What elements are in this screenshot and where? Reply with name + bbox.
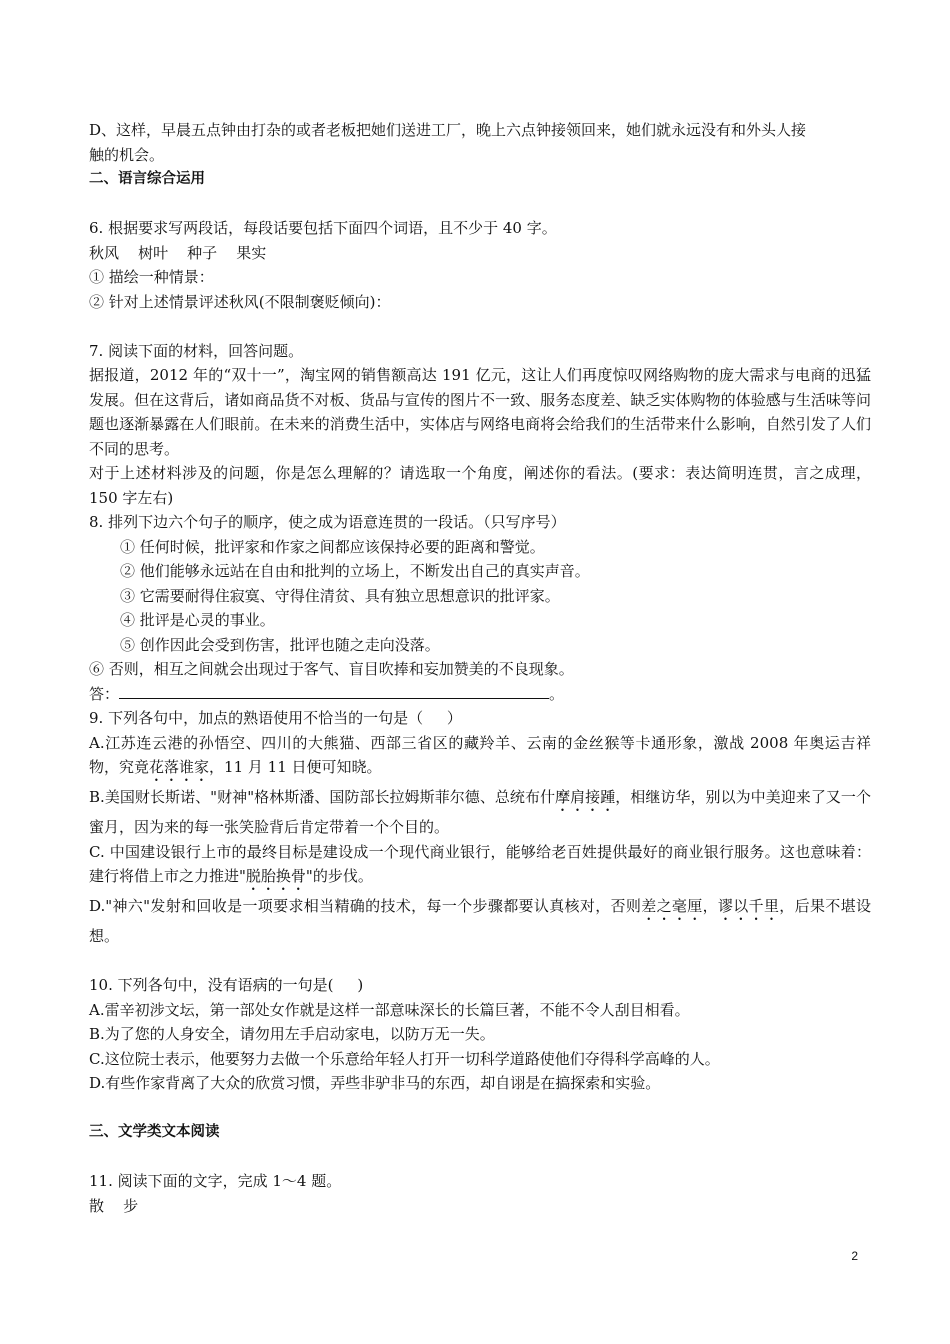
dotted-idiom: 差之毫厘，谬以千里 [641, 897, 780, 915]
q10-option-d: D.有些作家背离了大众的欣赏习惯，弄些非驴非马的东西，却自诩是在搞探索和实验。 [89, 1074, 661, 1092]
q8-sentence-4: ④ 批评是心灵的事业。 [120, 611, 275, 629]
q10-option-b: B.为了您的人身安全，请勿用左手启动家电，以防万无一失。 [89, 1025, 495, 1043]
q9-stem: 9. 下列各句中，加点的熟语使用不恰当的一句是（ ） [89, 709, 462, 727]
q10-option-c: C.这位院士表示，他要努力去做一个乐意给年轻人打开一切科学道路使他们夺得科学高峰的人。 [89, 1049, 720, 1068]
section-2-title: 二、语言综合运用 [89, 171, 205, 187]
q8-sentence-6: ⑥ 否则，相互之间就会出现过于客气、盲目吹捧和妄加赞美的不良现象。 [89, 660, 574, 678]
section-3-title: 三、文学类文本阅读 [89, 1124, 220, 1140]
q9-option-b: B.美国财长斯诺、"财神"格林斯潘、国防部长拉姆斯菲尔德、总统布什摩肩接踵，相继访华，别以为中美迎来了又一个蜜月，因为来的每一张笑脸背后肯定带着一个个目的。 [89, 788, 871, 836]
q5d-line1: D、这样，早晨五点钟由打杂的或者老板把她们送进工厂，晚上六点钟接领回来，她们就永远没有和外头人接 [89, 121, 807, 139]
document-page [89, 118, 871, 1218]
q8-answer-line: 答： 。 [89, 684, 565, 703]
q8-stem: 8. 排列下边六个句子的顺序，使之成为语意连贯的一段话。（只写序号） [89, 513, 566, 531]
q9-option-a: A.江苏连云港的孙悟空、四川的大熊猫、西部三省区的藏羚羊、云南的金丝猴等卡通形象，激战 2008 年奥运吉祥物，究竟花落谁家，11 月 11 日便可知晓。 [89, 733, 871, 776]
q8-answer-label: 答： [89, 684, 120, 703]
q7-prompt: 对于上述材料涉及的问题，你是怎么理解的？请选取一个角度，阐述你的看法。(要求：表达简明连贯，言之成理，150 字左右) [89, 464, 871, 507]
q10-option-a: A.雷辛初涉文坛，第一部处女作就是这样一部意味深长的长篇巨著，不能不令人刮目相看。 [89, 1000, 690, 1019]
dotted-idiom: 摩肩接踵 [555, 788, 616, 806]
q6-words: 秋风 树叶 种子 果实 [89, 243, 267, 262]
q11-stem: 11. 阅读下面的文字，完成 1～4 题。 [89, 1172, 342, 1190]
dotted-idiom: 花落谁家 [149, 758, 210, 776]
q8-sentence-3: ③ 它需要耐得住寂寞、守得住清贫、具有独立思想意识的批评家。 [120, 586, 560, 605]
q10-stem: 10. 下列各句中，没有语病的一句是( ) [89, 976, 364, 994]
q9-option-c: C. 中国建设银行上市的最终目标是建设成一个现代商业银行，能够给老百姓提供最好的商业银行服务。这也意味着：建行将借上市之力推进"脱胎换骨"的步伐。 [89, 842, 871, 885]
q7-material: 据报道，2012 年的“双十一”，淘宝网的销售额高达 191 亿元，这让人们再度惊叹网络购物的庞大需求与电商的迅猛发展。但在这背后，诸如商品货不对板、货品与宣传的图片不一致、服务态度差、缺乏实体购物的体验感与生活味等问题也逐渐暴露在人们眼前。在未来的消费生活中，实体店与网络电商将会给我们的生活带来什么影响，自然引发了人们不同的思考。 [89, 366, 871, 458]
q9-option-d: D."神六"发射和回收是一项要求相当精确的技术，每一个步骤都要认真核对，否则差之毫厘，谬以千里，后果不堪设想。 [89, 897, 871, 945]
q6-item-1: ① 描绘一种情景： [89, 268, 214, 286]
page-number: 2 [851, 1249, 858, 1263]
q5d-line2: 触的机会。 [89, 145, 165, 164]
q8-sentence-5: ⑤ 创作因此会受到伤害，批评也随之走向没落。 [120, 635, 440, 654]
q6-item-2: ② 针对上述情景评述秋风(不限制褒贬倾向)： [89, 292, 391, 311]
q11-passage-title: 散 步 [89, 1196, 139, 1215]
dotted-idiom: 脱胎换骨 [245, 867, 306, 885]
q6-stem: 6. 根据要求写两段话，每段话要包括下面四个词语，且不少于 40 字。 [89, 219, 557, 237]
q5-option-d [89, 118, 871, 167]
q7-stem: 7. 阅读下面的材料，回答问题。 [89, 341, 304, 360]
q8-sentence-2: ② 他们能够永远站在自由和批判的立场上，不断发出自己的真实声音。 [120, 562, 590, 580]
answer-blank [119, 684, 549, 699]
q8-sentence-1: ① 任何时候，批评家和作家之间都应该保持必要的距离和警觉。 [120, 537, 545, 556]
